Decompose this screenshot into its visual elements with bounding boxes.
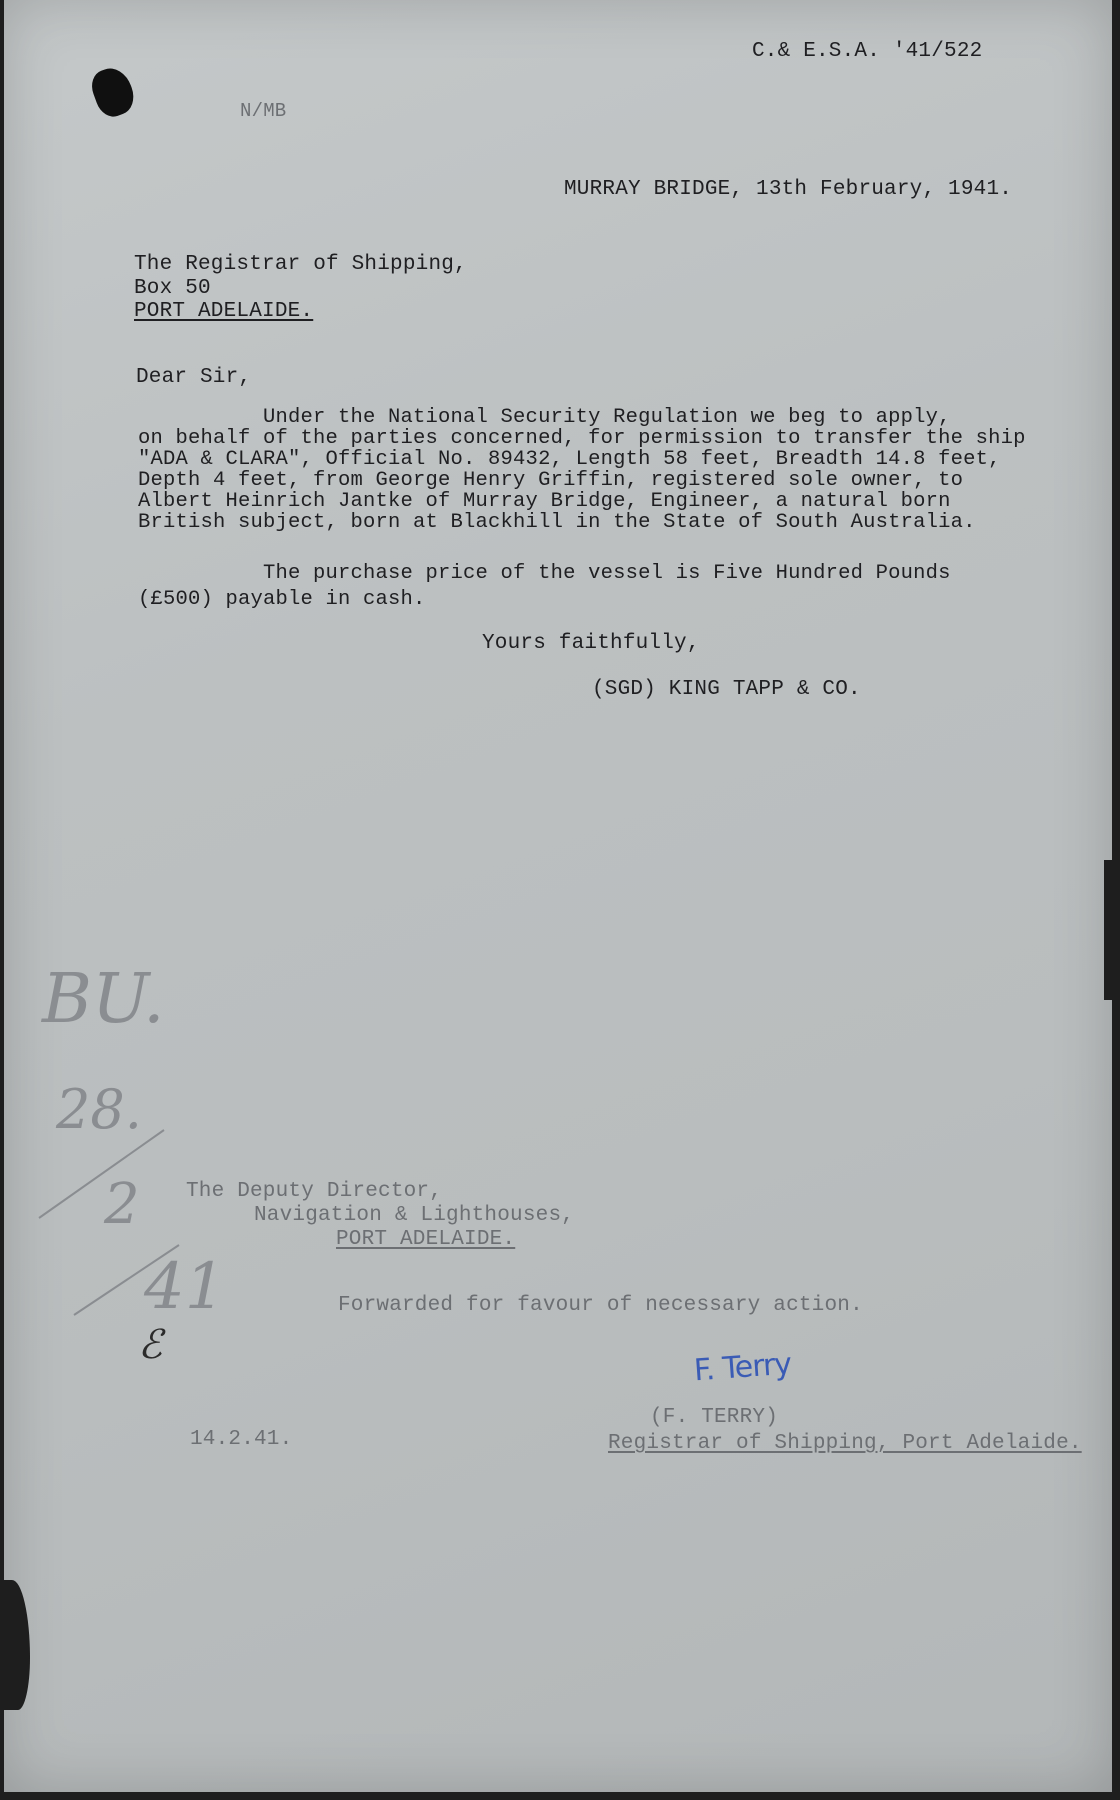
handwritten-initial: ℰ bbox=[138, 1322, 163, 1368]
addressee-line: The Registrar of Shipping, bbox=[134, 253, 467, 276]
typist-initials: N/MB bbox=[240, 100, 287, 122]
file-reference: C.& E.S.A. '41/522 bbox=[752, 40, 983, 63]
letter-page bbox=[4, 0, 1112, 1792]
closing: Yours faithfully, bbox=[482, 632, 700, 655]
body-line: Under the National Security Regulation we beg to apply, bbox=[138, 406, 951, 429]
body-paragraph bbox=[138, 406, 1026, 544]
forwarding-line: The Deputy Director, bbox=[186, 1180, 443, 1203]
place-and-date: MURRAY BRIDGE, 13th February, 1941. bbox=[564, 178, 1013, 201]
addressee-line: Box 50 bbox=[134, 277, 211, 300]
body-line: Depth 4 feet, from George Henry Griffin, registered sole owner, to bbox=[138, 469, 964, 492]
handwritten-strokes bbox=[34, 1120, 194, 1320]
addressee-line: PORT ADELAIDE. bbox=[134, 300, 314, 323]
body-line: "ADA & CLARA", Official No. 89432, Length 58 feet, Breadth 14.8 feet, bbox=[138, 448, 1001, 471]
forwarding-line: Navigation & Lighthouses, bbox=[254, 1204, 575, 1227]
torn-edge bbox=[1104, 860, 1120, 1000]
handwritten-date: 2 bbox=[104, 1172, 140, 1237]
handwritten-date: 41 bbox=[144, 1250, 226, 1324]
forwarding-line: PORT ADELAIDE. bbox=[336, 1228, 516, 1251]
registrar-title: Registrar of Shipping, Port Adelaide. bbox=[608, 1432, 1082, 1455]
signatory: (SGD) KING TAPP & CO. bbox=[592, 678, 861, 701]
salutation: Dear Sir, bbox=[136, 366, 252, 389]
handwritten-date: 28. bbox=[56, 1078, 142, 1141]
body-line: (£500) payable in cash. bbox=[138, 588, 426, 611]
body-line: The purchase price of the vessel is Five Hundred Pounds bbox=[138, 562, 951, 585]
body-line: British subject, born at Blackhill in the State of South Australia. bbox=[138, 511, 976, 534]
body-line: Albert Heinrich Jantke of Murray Bridge, Engineer, a natural born bbox=[138, 490, 951, 513]
forwarding-note: Forwarded for favour of necessary action. bbox=[338, 1294, 863, 1317]
typed-name: (F. TERRY) bbox=[650, 1406, 779, 1429]
handwritten-mark: BU. bbox=[42, 960, 165, 1039]
forwarding-date: 14.2.41. bbox=[190, 1428, 293, 1451]
signature: F. Terry bbox=[692, 1346, 793, 1389]
punch-hole bbox=[87, 63, 139, 121]
body-line: on behalf of the parties concerned, for permission to transfer the ship bbox=[138, 427, 1026, 450]
